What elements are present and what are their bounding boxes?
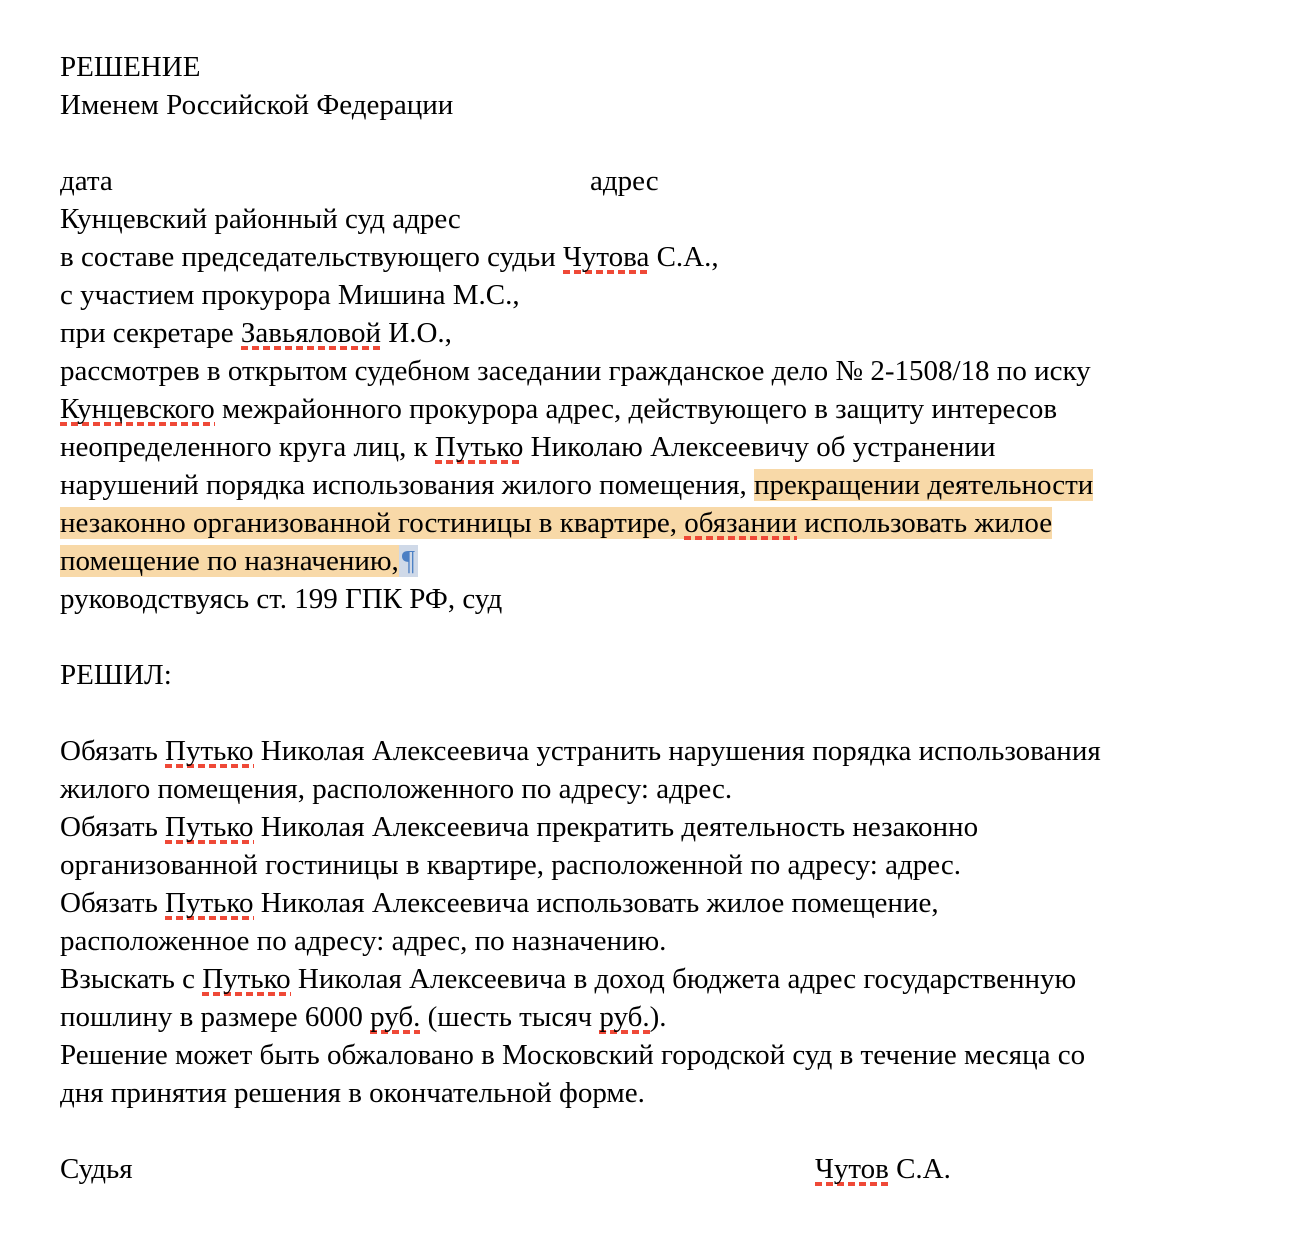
text-segment: межрайонного прокурора адрес, действующего в защиту интересов <box>214 393 1058 425</box>
text-segment: Кунцевский районный суд адрес <box>60 203 461 235</box>
text-line <box>60 732 1256 770</box>
text-line <box>60 390 1256 428</box>
signature-line <box>60 1150 1256 1188</box>
highlighted-text: незаконно организованной гостиницы в квартире, <box>60 507 685 539</box>
blank-line <box>60 618 1256 656</box>
text-segment: неопределенного круга лиц, к <box>60 431 435 463</box>
text-line <box>60 960 1256 998</box>
text-segment: Судья <box>60 1153 133 1185</box>
misspelled-word: Путько <box>165 735 254 767</box>
misspelled-word: Путько <box>434 431 524 463</box>
text-segment: Решение может быть обжаловано в Московский городской суд в течение месяца со <box>60 1039 1086 1071</box>
text-segment: Именем Российской Федерации <box>60 89 454 121</box>
text-segment: Обязать <box>60 811 166 843</box>
text-segment: С.А., <box>649 241 719 273</box>
text-segment: РЕШЕНИЕ <box>60 51 201 83</box>
text-segment: Обязать <box>60 887 166 919</box>
pilcrow-mark: ¶ <box>399 545 418 577</box>
document-body <box>60 48 1256 1188</box>
resolution-heading <box>60 656 1256 694</box>
text-segment: адрес <box>590 165 659 197</box>
text-segment: нарушений порядка использования жилого помещения, <box>60 469 754 501</box>
highlighted-text: помещение по назначению, <box>60 545 399 577</box>
text-line <box>60 884 1256 922</box>
text-segment: Николаю Алексеевичу об устранении <box>523 431 996 463</box>
text-segment: с участием прокурора Мишина М.С., <box>60 279 520 311</box>
text-line <box>60 808 1256 846</box>
text-segment: (шесть тысяч <box>420 1001 600 1033</box>
text-line <box>60 922 1256 960</box>
misspelled-word: Завьяловой <box>240 317 382 349</box>
text-segment: организованной гостиницы в квартире, расположенной по адресу: адрес. <box>60 849 961 881</box>
text-line <box>60 580 1256 618</box>
misspelled-word: Чутов <box>815 1153 889 1185</box>
misspelled-word: Кунцевского <box>60 393 215 425</box>
judge-signature <box>815 1150 951 1188</box>
blank-line <box>60 694 1256 732</box>
blank-line <box>60 124 1256 162</box>
misspelled-word: обязании <box>684 507 797 539</box>
text-line <box>60 314 1256 352</box>
text-segment: жилого помещения, расположенного по адресу: адрес. <box>60 773 733 805</box>
text-line <box>60 466 1256 504</box>
text-segment: С.А. <box>888 1153 951 1185</box>
text-line <box>60 276 1256 314</box>
doc-subtitle <box>60 86 1256 124</box>
misspelled-word: Чутова <box>563 241 650 273</box>
text-segment: пошлину в размере 6000 <box>60 1001 371 1033</box>
text-line <box>60 428 1256 466</box>
text-line <box>60 200 1256 238</box>
date-address-line <box>60 162 1256 200</box>
text-segment: Обязать <box>60 735 166 767</box>
text-line <box>60 504 1256 542</box>
text-line <box>60 1074 1256 1112</box>
text-line <box>60 238 1256 276</box>
misspelled-word: Путько <box>165 887 254 919</box>
text-segment: ). <box>649 1001 667 1033</box>
misspelled-word: Путько <box>165 811 254 843</box>
highlighted-text: использовать жилое <box>796 507 1053 539</box>
text-line <box>60 770 1256 808</box>
text-segment: руководствуясь ст. 199 ГПК РФ, суд <box>60 583 503 615</box>
doc-title <box>60 48 1256 86</box>
misspelled-word: Путько <box>202 963 291 995</box>
highlighted-text: прекращении деятельности <box>753 469 1094 501</box>
text-segment: РЕШИЛ: <box>60 659 172 691</box>
text-segment: Взыскать с <box>60 963 203 995</box>
text-segment: в составе председательствующего судьи <box>60 241 563 273</box>
text-segment: при секретаре <box>60 317 241 349</box>
text-segment: И.О., <box>381 317 452 349</box>
blank-line <box>60 1112 1256 1150</box>
misspelled-word: руб. <box>599 1001 650 1033</box>
text-segment: расположенное по адресу: адрес, по назначению. <box>60 925 667 957</box>
text-segment: дата <box>60 165 113 197</box>
text-segment: Николая Алексеевича прекратить деятельность незаконно <box>253 811 979 843</box>
text-line <box>60 542 1256 580</box>
text-segment: рассмотрев в открытом судебном заседании гражданское дело № 2-1508/18 по иску <box>60 355 1091 387</box>
text-segment: Николая Алексеевича использовать жилое помещение, <box>253 887 939 919</box>
text-segment: дня принятия решения в окончательной форме. <box>60 1077 645 1109</box>
text-line <box>60 846 1256 884</box>
text-segment: Николая Алексеевича устранить нарушения порядка использования <box>253 735 1101 767</box>
text-line <box>60 1036 1256 1074</box>
text-segment: Николая Алексеевича в доход бюджета адрес государственную <box>290 963 1077 995</box>
text-line <box>60 352 1256 390</box>
text-line <box>60 998 1256 1036</box>
misspelled-word: руб. <box>370 1001 421 1033</box>
